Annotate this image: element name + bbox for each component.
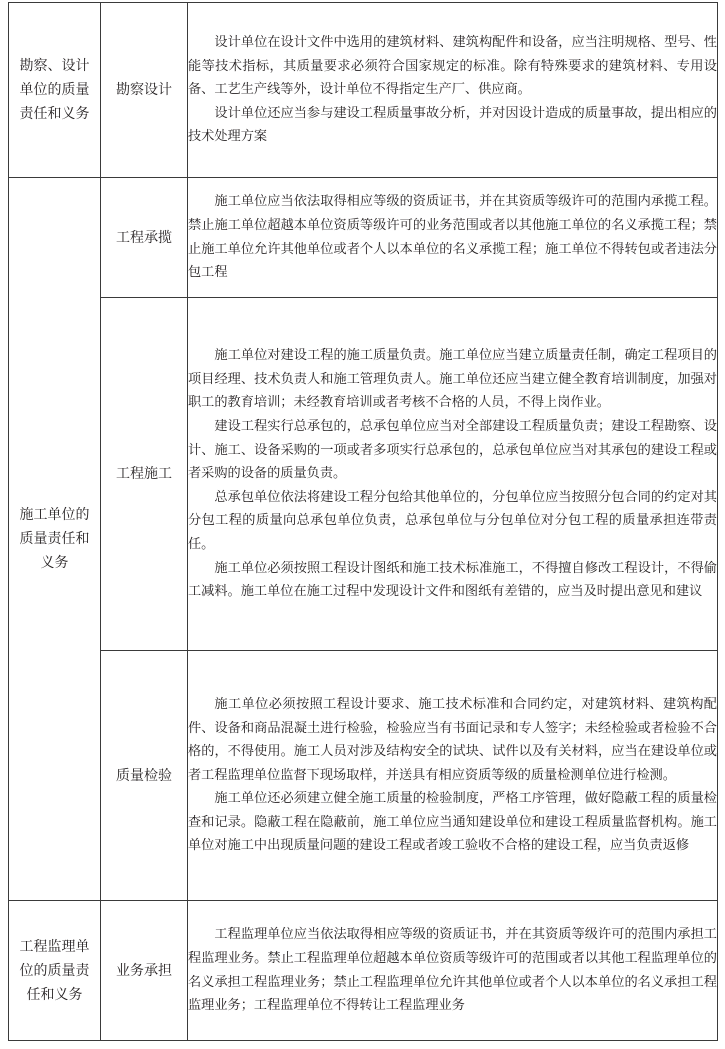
topic-label: 工程承揽 (116, 229, 172, 246)
topic-cell (101, 901, 188, 1041)
topic-label: 质量检验 (116, 767, 172, 784)
table-row (9, 3, 718, 178)
topic-label: 工程施工 (116, 466, 172, 482)
content-paragraph: 施工单位必须按照工程设计图纸和施工技术标准施工，不得擅自修改工程设计，不得偷工减料。施工单位在施工过程中发现设计文件和图纸有差错的，应当及时提出意见和建议 (188, 560, 717, 600)
content-paragraph: 总承包单位依法将建设工程分包给其他单位的，分包单位应当按照分包合同的约定对其分包工程的质量向总承包单位负责，总承包单位与分包单位对分包工程的质量承担连带责任。 (188, 489, 717, 552)
topic-cell (101, 651, 188, 901)
content-paragraph: 设计单位还应当参与建设工程质量事故分析，并对因设计造成的质量事故，提出相应的技术处理方案 (188, 105, 717, 145)
table-row (9, 298, 718, 651)
content-cell (188, 298, 718, 651)
content-paragraph: 施工单位还必须建立健全施工质量的检验制度，严格工序管理，做好隐蔽工程的质量检查和记录。隐蔽工程在隐蔽前，施工单位应当通知建设单位和建设工程质量监督机构。施工单位对施工中出现质量问题的建设工程或者竣工验收不合格的建设工程，应当负责返修 (188, 791, 717, 854)
party-label: 工程监理单位的质量责任和义务 (19, 938, 90, 1003)
content-paragraph: 施工单位应当依法取得相应等级的资质证书，并在其资质等级许可的范围内承揽工程。禁止施工单位超越本单位资质等级许可的业务范围或者以其他施工单位的名义承揽工程；禁止施工单位允许其他单位或者个人以本单位的名义承揽工程；施工单位不得转包或者违法分包工程 (188, 194, 717, 281)
responsibility-table (8, 2, 718, 1041)
content-cell (188, 651, 718, 901)
party-label: 施工单位的质量责任和义务 (19, 507, 90, 571)
party-cell (9, 901, 101, 1041)
content-paragraph: 建设工程实行总承包的，总承包单位应当对全部建设工程质量负责；建设工程勘察、设计、施工、设备采购的一项或者多项实行总承包的，总承包单位应当对其承包的建设工程或者采购的设备的质量负责。 (188, 419, 717, 482)
content-paragraph: 施工单位对建设工程的施工质量负责。施工单位应当建立质量责任制，确定工程项目的项目经理、技术负责人和施工管理负责人。施工单位还应当建立健全教育培训制度，加强对职工的教育培训；未经教育培训或者考核不合格的人员，不得上岗作业。 (188, 348, 717, 411)
party-cell (9, 178, 101, 901)
content-paragraph: 设计单位在设计文件中选用的建筑材料、建筑构配件和设备，应当注明规格、型号、性能等技术指标，其质量要求必须符合国家规定的标准。除有特殊要求的建筑材料、专用设备、工艺生产线等外，设计单位不得指定生产厂、供应商。 (188, 35, 717, 98)
party-label: 勘察、设计单位的质量责任和义务 (19, 58, 90, 122)
topic-cell (101, 3, 188, 178)
table-row (9, 901, 718, 1041)
topic-label: 勘察设计 (116, 82, 172, 98)
content-paragraph: 施工单位必须按照工程设计要求、施工技术标准和合同约定，对建筑材料、建筑构配件、设备和商品混凝土进行检验，检验应当有书面记录和专人签字；未经检验或者检验不合格的，不得使用。施工人员对涉及结构安全的试块、试件以及有关材料，应当在建设单位或者工程监理单位监督下现场取样，并送具有相应资质等级的质量检测单位进行检测。 (188, 696, 717, 783)
topic-cell (101, 178, 188, 298)
table-row (9, 651, 718, 901)
party-cell (9, 3, 101, 178)
content-cell (188, 901, 718, 1041)
content-paragraph: 工程监理单位应当依法取得相应等级的资质证书，并在其资质等级许可的范围内承担工程监理业务。禁止工程监理单位超越本单位资质等级许可的范围或者以其他工程监理单位的名义承担工程监理业务；禁止工程监理单位允许其他单位或者个人以本单位的名义承担工程监理业务；工程监理单位不得转让工程监理业务 (188, 927, 717, 1014)
content-cell (188, 3, 718, 178)
table-row (9, 178, 718, 298)
content-cell (188, 178, 718, 298)
topic-cell (101, 298, 188, 651)
topic-label: 业务承担 (116, 962, 172, 979)
